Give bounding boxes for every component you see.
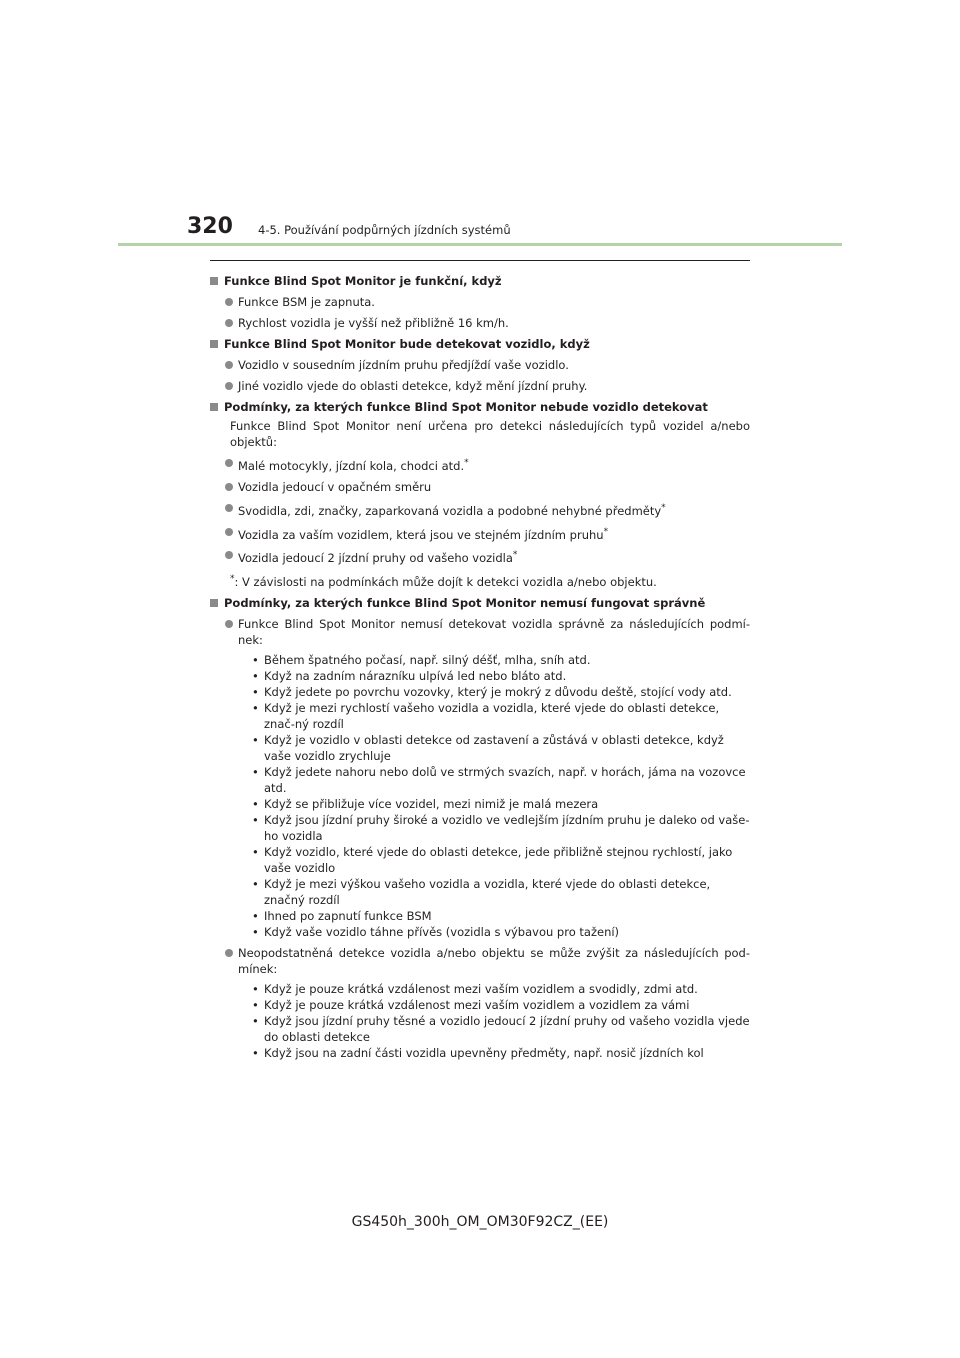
round-bullet-icon <box>225 382 233 390</box>
section-heading: Podmínky, za kterých funkce Blind Spot Monitor nemusí fungovat správně <box>210 595 750 611</box>
page-content <box>210 268 750 1061</box>
footnote-mark: * <box>512 550 518 561</box>
document-footer: GS450h_300h_OM_OM30F92CZ_(EE) <box>351 1214 609 1230</box>
round-bullet-icon <box>225 319 233 327</box>
footnote-mark: * <box>603 526 609 537</box>
sub-list-item: • Když jedete nahoru nebo dolů ve strmých svazích, např. v horách, jáma na vozovce atd. <box>252 765 746 796</box>
round-bullet-icon <box>225 620 233 628</box>
sub-list-item: • Během špatného počasí, např. silný déšť, mlha, sníh atd. <box>252 653 591 668</box>
section-intro: Funkce Blind Spot Monitor není určena pro detekci následujících typů vozidel a/nebo objektů: <box>230 419 750 449</box>
bullet-item: Neopodstatněná detekce vozidla a/nebo objektu se může zvýšit za následujících pod-mínek: <box>210 945 750 977</box>
footnote-mark: * <box>230 574 235 585</box>
footnote-mark: * <box>661 502 666 513</box>
sub-list <box>210 652 750 940</box>
sub-list-item: • Když je pouze krátká vzdálenost mezi vaším vozidlem a vozidlem za vámi <box>252 998 690 1013</box>
content-top-rule <box>210 260 750 261</box>
sub-list <box>210 981 750 1061</box>
section-heading: Funkce Blind Spot Monitor je funkční, když <box>210 273 750 289</box>
round-bullet-icon <box>225 459 233 467</box>
footnote-mark: * <box>464 458 469 468</box>
round-bullet-icon <box>225 551 233 559</box>
round-bullet-icon <box>225 949 233 957</box>
sub-list-item: • Když jedete po povrchu vozovky, který je mokrý z důvodu deště, stojící vody atd. <box>252 685 732 700</box>
bullet-item: Funkce Blind Spot Monitor nemusí detekovat vozidla správně za následujících podmí-nek: <box>210 616 750 648</box>
sub-list-item: • Když je pouze krátká vzdálenost mezi vaším vozidlem a svodidly, zdmi atd. <box>252 982 698 997</box>
round-bullet-icon <box>225 361 233 369</box>
round-bullet-icon <box>225 528 233 536</box>
sub-list-item: • Když na zadním nárazníku ulpívá led nebo bláto atd. <box>252 669 567 684</box>
bullet-item: Funkce BSM je zapnuta. <box>210 294 750 310</box>
bullet-item: Malé motocykly, jízdní kola, chodci atd.* <box>210 455 750 474</box>
sub-list-item: • Ihned po zapnutí funkce BSM <box>252 909 432 924</box>
round-bullet-icon <box>225 298 233 306</box>
sub-list-item: • Když jsou na zadní části vozidla upevněny předměty, např. nosič jízdních kol <box>252 1046 704 1061</box>
round-bullet-icon <box>225 483 233 491</box>
section-heading: Funkce Blind Spot Monitor bude detekovat vozidlo, když <box>210 336 750 352</box>
page-number: 320 <box>187 214 233 239</box>
sub-list-item: • Když vaše vozidlo táhne přívěs (vozidla s výbavou pro tažení) <box>252 925 620 940</box>
sub-list-item: • Když jsou jízdní pruhy široké a vozidlo ve vedlejším jízdním pruhu je daleko od vaše-ho vozidla <box>252 813 750 844</box>
sub-list-item: • Když se přibližuje více vozidel, mezi nimiž je malá mezera <box>252 797 599 812</box>
bullet-item: Jiné vozidlo vjede do oblasti detekce, když mění jízdní pruhy. <box>210 378 750 394</box>
sub-list-item: • Když je vozidlo v oblasti detekce od zastavení a zůstává v oblasti detekce, když vaše vozidlo zrychluje <box>252 733 724 764</box>
bullet-item: Vozidla jedoucí v opačném směru <box>210 479 750 495</box>
square-bullet-icon <box>210 340 218 348</box>
bullet-item: Rychlost vozidla je vyšší než přibližně 16 km/h. <box>210 315 750 331</box>
bullet-item: Svodidla, zdi, značky, zaparkovaná vozidla a podobné nehybné předměty* <box>210 500 750 519</box>
round-bullet-icon <box>225 504 233 512</box>
section-heading: Podmínky, za kterých funkce Blind Spot Monitor nebude vozidlo detekovat <box>210 399 750 415</box>
sub-list-item: • Když je mezi rychlostí vašeho vozidla a vozidla, které vjede do oblasti detekce, znač-ný rozdíl <box>252 701 720 732</box>
header-rule <box>118 243 842 246</box>
sub-list-item: • Když vozidlo, které vjede do oblasti detekce, jede přibližně stejnou rychlostí, jako vaše vozidlo <box>252 845 733 876</box>
section-title: 4-5. Používání podpůrných jízdních systémů <box>258 223 511 237</box>
bullet-item: Vozidla za vaším vozidlem, která jsou ve stejném jízdním pruhu* <box>210 524 750 543</box>
bullet-item: Vozidla jedoucí 2 jízdní pruhy od vašeho vozidla* <box>210 547 750 566</box>
sub-list-item: • Když jsou jízdní pruhy těsné a vozidlo jedoucí 2 jízdní pruhy od vašeho vozidla vjede do oblasti detekce <box>252 1014 750 1045</box>
sub-list-item: • Když je mezi výškou vašeho vozidla a vozidla, které vjede do oblasti detekce, značný rozdíl <box>252 877 711 908</box>
footnote: *: V závislosti na podmínkách může dojít k detekci vozidla a/nebo objektu. <box>230 574 657 590</box>
square-bullet-icon <box>210 599 218 607</box>
square-bullet-icon <box>210 403 218 411</box>
bullet-item: Vozidlo v sousedním jízdním pruhu předjíždí vaše vozidlo. <box>210 357 750 373</box>
square-bullet-icon <box>210 277 218 285</box>
